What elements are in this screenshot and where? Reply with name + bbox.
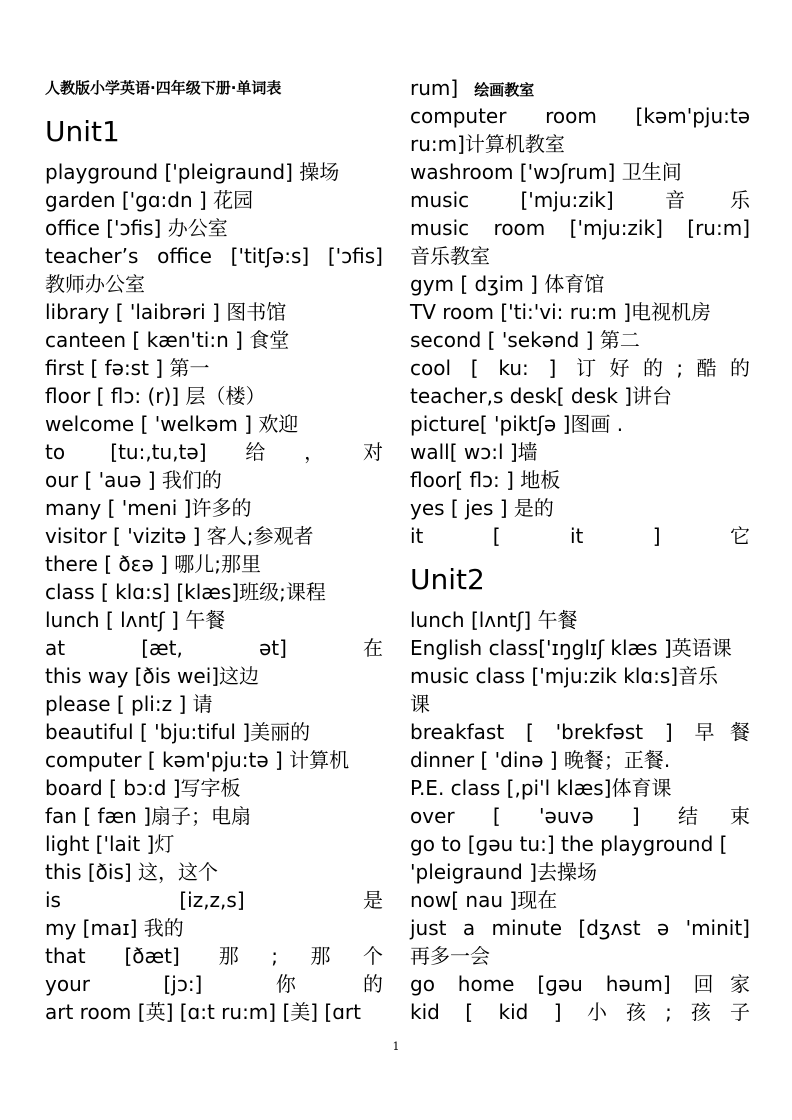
vocab-line: class [ klɑ:s] [klæs]班级;课程 — [45, 580, 326, 604]
vocab-line: your [jɔ:] 你的 — [45, 972, 383, 996]
vocab-line: second [ 'sekənd ] 第二 — [410, 328, 640, 352]
vocab-line: over [ 'əuvə ] 结束 — [410, 804, 750, 828]
vocab-line: now[ nau ]现在 — [410, 888, 558, 912]
vocab-line: office ['ɔfis] 办公室 — [45, 216, 228, 240]
vocab-line: picture[ 'piktʃə ]图画 . — [410, 412, 624, 436]
vocab-line: this [ðis] 这，这个 — [45, 860, 219, 884]
vocab-line: floor[ flɔ: ] 地板 — [410, 468, 561, 492]
vocab-line: 'pleigraund ]去操场 — [410, 860, 597, 884]
vocab-line: music ['mju:zik] 音乐 — [410, 188, 750, 212]
vocab-line: 音乐教室 — [410, 244, 490, 268]
vocab-line: my [maɪ] 我的 — [45, 916, 184, 940]
left-column — [45, 74, 383, 1026]
unit1-heading: Unit1 — [45, 115, 120, 148]
vocab-line: dinner [ 'dinə ] 晚餐；正餐. — [410, 748, 671, 772]
page-number: 1 — [392, 1040, 400, 1053]
vocab-line: board [ bɔ:d ]写字板 — [45, 776, 241, 800]
vocab-line: lunch [ lʌntʃ ] 午餐 — [45, 608, 226, 632]
vocab-line: go to [ɡəu tu:] the playground [ — [410, 832, 728, 856]
unit2-heading: Unit2 — [410, 563, 485, 596]
vocab-line: art room [英] [ɑ:t ru:m] [美] [ɑrt — [45, 1000, 361, 1024]
vocab-line: teacher’s office ['titʃə:s] ['ɔfis] — [45, 244, 383, 268]
vocab-line: our [ 'auə ] 我们的 — [45, 468, 222, 492]
vocab-line: first [ fə:st ] 第一 — [45, 356, 210, 380]
vocab-line: kid [ kid ] 小孩;孩子 — [410, 1000, 750, 1024]
vocab-line: floor [ flɔ: (r)] 层（楼） — [45, 384, 266, 408]
vocab-phonetic-continued: rum] — [410, 76, 459, 100]
vocab-line: TV room ['ti:'vi: ru:m ]电视机房 — [410, 300, 712, 324]
vocab-line: fan [ fæn ]扇子；电扇 — [45, 804, 252, 828]
vocab-line: wall[ wɔ:l ]墙 — [410, 440, 538, 464]
vocab-line: 课 — [410, 692, 430, 716]
unit1-vocab-list-left — [45, 158, 383, 1026]
vocab-line: music class ['mju:zik klɑ:s]音乐 — [410, 664, 719, 688]
vocab-line: please [ pli:z ] 请 — [45, 692, 213, 716]
vocab-line: at [æt, ət] 在 — [45, 636, 383, 660]
vocab-line: to [tu:,tu,tə]给，对 — [45, 440, 383, 464]
vocab-line: welcome [ 'welkəm ] 欢迎 — [45, 412, 299, 436]
vocab-line: this way [ðis wei]这边 — [45, 664, 260, 688]
vocab-line: light ['lait ]灯 — [45, 832, 175, 856]
vocab-line: computer room [kəm'pju:tə — [410, 104, 750, 128]
vocab-line: washroom ['wɔʃrum] 卫生间 — [410, 160, 682, 184]
vocab-line: yes [ jes ] 是的 — [410, 496, 554, 520]
vocab-line: P.E. class [,pi'l klæs]体育课 — [410, 776, 672, 800]
vocab-line: just a minute [dʒʌst ə 'minit] — [410, 916, 750, 940]
vocab-line: lunch [lʌntʃ] 午餐 — [410, 608, 578, 632]
vocab-line: teacher,s desk[ desk ]讲台 — [410, 384, 673, 408]
vocab-line: library [ 'laibrəri ] 图书馆 — [45, 300, 287, 324]
document-title: 人教版小学英语·四年级下册·单词表 — [45, 79, 282, 97]
unit2-vocab-list — [410, 606, 750, 1026]
vocab-line: many [ 'meni ]许多的 — [45, 496, 252, 520]
vocab-line-continued — [410, 74, 750, 102]
vocab-line: go home [ɡəu həum] 回家 — [410, 972, 750, 996]
vocab-line: that [ðæt] 那;那个 — [45, 944, 383, 968]
vocab-line: gym [ dʒim ] 体育馆 — [410, 272, 605, 296]
vocab-line: ru:m]计算机教室 — [410, 132, 565, 156]
vocab-line: music room ['mju:zik] [ru:m] — [410, 216, 750, 240]
vocab-line: there [ ðεə ] 哪儿;那里 — [45, 552, 262, 576]
vocab-line: is [iz,z,s] 是 — [45, 888, 383, 912]
vocab-line: canteen [ kæn'ti:n ] 食堂 — [45, 328, 290, 352]
right-column — [410, 74, 750, 1026]
vocab-line: visitor [ 'vizitə ] 客人;参观者 — [45, 524, 314, 548]
unit1-vocab-list-right — [410, 102, 750, 550]
vocab-line: English class['ɪŋglɪʃ klæs ]英语课 — [410, 636, 732, 660]
vocab-line: garden ['gɑ:dn ] 花园 — [45, 188, 254, 212]
vocab-line: it [ it ] 它 — [410, 524, 750, 548]
vocab-line: cool [ ku: ] 订好的;酷的 — [410, 356, 750, 380]
vocab-meaning-art-room: 绘画教室 — [474, 81, 535, 99]
vocab-line: breakfast [ 'brekfəst ] 早餐 — [410, 720, 750, 744]
vocab-line: playground ['pleigraund] 操场 — [45, 160, 340, 184]
vocab-line: beautiful [ 'bju:tiful ]美丽的 — [45, 720, 311, 744]
vocab-line: computer [ kəm'pju:tə ] 计算机 — [45, 748, 350, 772]
vocab-line: 再多一会 — [410, 944, 490, 968]
vocab-line: 教师办公室 — [45, 272, 145, 296]
